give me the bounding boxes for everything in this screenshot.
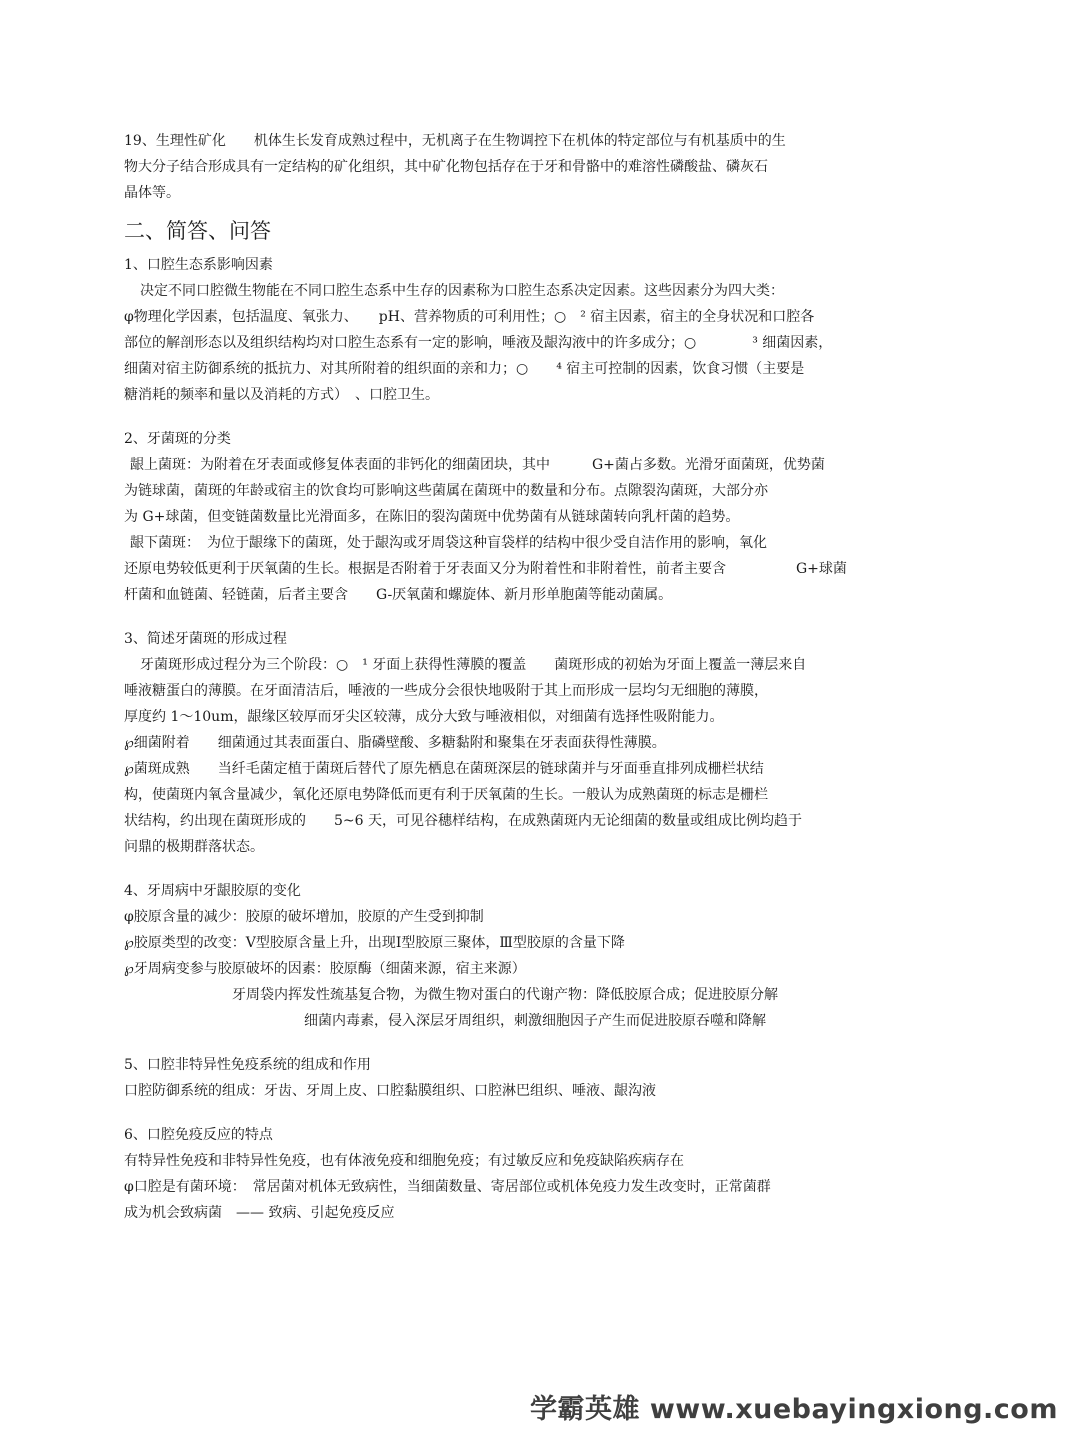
text-line: 决定不同口腔微生物能在不同口腔生态系中生存的因素称为口腔生态系决定因素。这些因素分为四大类： [140, 283, 784, 299]
text-line: 为 G+球菌，但变链菌数量比光滑面多，在陈旧的裂沟菌斑中优势菌有从链球菌转向乳杆菌的趋势。 [124, 509, 740, 525]
question-3 [124, 626, 964, 860]
question-title: 1、口腔生态系影响因素 [124, 257, 273, 273]
question-title: 4、牙周病中牙龈胶原的变化 [124, 883, 301, 899]
question-1 [124, 252, 964, 408]
text-line: 杆菌和血链菌、轻链菌，后者主要含 G-厌氧菌和螺旋体、新月形单胞菌等能动菌属。 [124, 587, 673, 603]
text-line: φ物理化学因素，包括温度、氧张力、 pH、营养物质的可利用性；○ ² 宿主因素，宿主的全身状况和口腔各 [124, 309, 815, 325]
text-line: 状结构，约出现在菌斑形成的 5~6 天，可见谷穗样结构，在成熟菌斑内无论细菌的数量或组成比例均趋于 [124, 813, 802, 829]
text-line: 唾液糖蛋白的薄膜。在牙面清洁后，唾液的一些成分会很快地吸附于其上而形成一层均匀无细胞的薄膜， [124, 683, 768, 699]
text-line: 部位的解剖形态以及组织结构均对口腔生态系有一定的影响，唾液及龈沟液中的许多成分；○ ³ 细菌因素， [124, 335, 833, 351]
question-6 [124, 1122, 964, 1226]
text-line: 问鼎的极期群落状态。 [124, 839, 264, 855]
text-line: 牙周袋内挥发性巯基复合物，为微生物对蛋白的代谢产物：降低胶原合成；促进胶原分解 [232, 987, 778, 1003]
text-line: 还原电势较低更利于厌氧菌的生长。根据是否附着于牙表面又分为附着性和非附着性，前者主要含 G+球菌 [124, 561, 847, 577]
text-line: 物大分子结合形成具有一定结构的矿化组织，其中矿化物包括存在于牙和骨骼中的难溶性磷酸盐、磷灰石 [124, 159, 768, 175]
text-line: φ口腔是有菌环境： 常居菌对机体无致病性，当细菌数量、寄居部位或机体免疫力发生改变时，正常菌群 [124, 1179, 771, 1195]
section-heading: 二、简答、问答 [124, 219, 271, 243]
text-line: 厚度约 1～10um，龈缘区较厚而牙尖区较薄，成分大致与唾液相似，对细菌有选择性吸附能力。 [124, 709, 724, 725]
text-line: 细菌内毒素，侵入深层牙周组织，刺激细胞因子产生而促进胶原吞噬和降解 [304, 1013, 766, 1029]
text-line: 龈下菌斑： 为位于龈缘下的菌斑，处于龈沟或牙周袋这种盲袋样的结构中很少受自洁作用的影响，氧化 [130, 535, 767, 551]
question-title: 6、口腔免疫反应的特点 [124, 1127, 273, 1143]
text-line: 口腔防御系统的组成：牙齿、牙周上皮、口腔黏膜组织、口腔淋巴组织、唾液、龈沟液 [124, 1083, 656, 1099]
text-line: 糖消耗的频率和量以及消耗的方式） 、口腔卫生。 [124, 387, 439, 403]
text-line: 有特异性免疫和非特异性免疫，也有体液免疫和细胞免疫；有过敏反应和免疫缺陷疾病存在 [124, 1153, 684, 1169]
question-title: 5、口腔非特异性免疫系统的组成和作用 [124, 1057, 371, 1073]
document-body [124, 128, 964, 1226]
text-line: 19、生理性矿化 机体生长发育成熟过程中，无机离子在生物调控下在机体的特定部位与有机基质中的生 [124, 133, 786, 149]
question-4 [124, 878, 964, 1034]
text-line: 牙菌斑形成过程分为三个阶段：○ ¹ 牙面上获得性薄膜的覆盖 菌斑形成的初始为牙面上覆盖一薄层来自 [140, 657, 807, 673]
text-line: 龈上菌斑：为附着在牙表面或修复体表面的非钙化的细菌团块，其中 G+菌占多数。光滑牙面菌斑，优势菌 [130, 457, 825, 473]
text-line: ℘细菌附着 细菌通过其表面蛋白、脂磷壁酸、多糖黏附和聚集在牙表面获得性薄膜。 [124, 735, 666, 751]
text-line: 晶体等。 [124, 185, 180, 201]
text-line: ℘牙周病变参与胶原破坏的因素：胶原酶（细菌来源，宿主来源） [124, 961, 526, 977]
text-line: 细菌对宿主防御系统的抵抗力、对其所附着的组织面的亲和力；○ ⁴ 宿主可控制的因素，饮食习惯（主要是 [124, 361, 805, 377]
text-line: ℘胶原类型的改变：Ⅴ型胶原含量上升，出现Ⅰ型胶原三聚体，Ⅲ型胶原的含量下降 [124, 935, 625, 951]
text-line: 成为机会致病菌 —— 致病、引起免疫反应 [124, 1205, 395, 1221]
text-line: φ胶原含量的减少：胶原的破坏增加，胶原的产生受到抑制 [124, 909, 484, 925]
site-watermark: 学霸英雄 www.xuebayingxiong.com [529, 1394, 1058, 1425]
text-line: ℘菌斑成熟 当纤毛菌定植于菌斑后替代了原先栖息在菌斑深层的链球菌并与牙面垂直排列成栅栏状结 [124, 761, 764, 777]
question-5 [124, 1052, 964, 1104]
text-line: 构，使菌斑内氧含量减少，氧化还原电势降低而更有利于厌氧菌的生长。一般认为成熟菌斑的标志是栅栏 [124, 787, 768, 803]
question-title: 3、简述牙菌斑的形成过程 [124, 631, 287, 647]
text-line: 为链球菌，菌斑的年龄或宿主的饮食均可影响这些菌属在菌斑中的数量和分布。点隙裂沟菌斑，大部分亦 [124, 483, 768, 499]
item-19 [124, 128, 964, 206]
question-title: 2、牙菌斑的分类 [124, 431, 231, 447]
question-2 [124, 426, 964, 608]
